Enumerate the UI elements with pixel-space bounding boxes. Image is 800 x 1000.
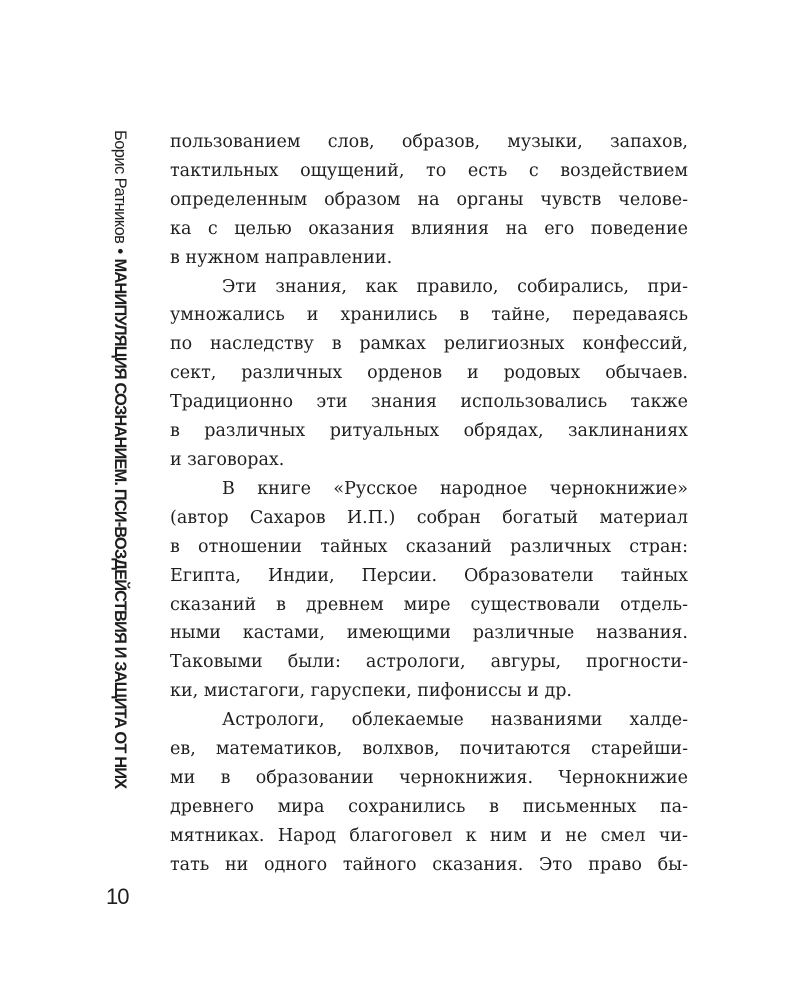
running-header-separator: •	[111, 248, 129, 254]
text-line: определенным образом на органы чувств челове-	[170, 189, 688, 210]
text-line: сказаний в древнем мире существовали отдель-	[170, 594, 688, 615]
text-line: ки, мистагоги, гаруспеки, пифониссы и др.	[170, 681, 572, 702]
text-line: в отношении тайных сказаний различных стран:	[170, 536, 688, 557]
text-line: тактильных ощущений, то есть с воздействием	[170, 160, 688, 181]
text-line: ка с целью оказания влияния на его поведение	[170, 218, 688, 239]
text-line: (автор Сахаров И.П.) собран богатый материал	[170, 507, 688, 528]
text-line: пользованием слов, образов, музыки, запахов,	[170, 132, 688, 152]
text-line: умножались и хранились в тайне, передаваясь	[170, 305, 688, 326]
text-line: ными кастами, имеющими различные названия.	[170, 623, 688, 644]
text-line: по наследству в рамках религиозных конфессий,	[170, 334, 688, 355]
text-line: в нужном направлении.	[170, 247, 393, 268]
text-line: Астрологи, облекаемые названиями халде-	[222, 710, 688, 731]
text-line: ев, математиков, волхвов, почитаются старейши-	[170, 739, 688, 760]
page-number: 10	[106, 884, 129, 909]
text-line: Эти знания, как правило, собирались, при-	[222, 276, 688, 297]
text-line: В книге «Русское народное чернокнижие»	[222, 478, 688, 499]
running-header-author: Борис Ратников	[111, 130, 129, 244]
text-line: в различных ритуальных обрядах, заклинаниях	[170, 421, 688, 442]
running-header	[109, 130, 131, 870]
text-line: и заговорах.	[170, 449, 285, 470]
page-body-text	[170, 128, 688, 880]
text-line: тать ни одного тайного сказания. Это право бы-	[170, 854, 688, 875]
text-line: сект, различных орденов и родовых обычаев.	[170, 363, 688, 384]
text-line: мятниках. Народ благоговел к ним и не смел чи-	[170, 825, 688, 846]
text-line: Египта, Индии, Персии. Образователи тайных	[170, 565, 688, 586]
text-block	[170, 128, 688, 880]
text-line: Традиционно эти знания использовались также	[170, 392, 688, 413]
running-header-text	[109, 130, 131, 870]
text-line: Таковыми были: астрологи, авгуры, прогности-	[170, 652, 688, 673]
text-line: ми в образовании чернокнижия. Чернокнижие	[170, 767, 688, 788]
running-header-title: МАНИПУЛЯЦИЯ СОЗНАНИЕМ. ПСИ-ВОЗДЕЙСТВИЯ И ЗАЩИТА ОТ НИХ	[111, 258, 129, 789]
text-line: древнего мира сохранились в письменных па-	[170, 796, 688, 817]
